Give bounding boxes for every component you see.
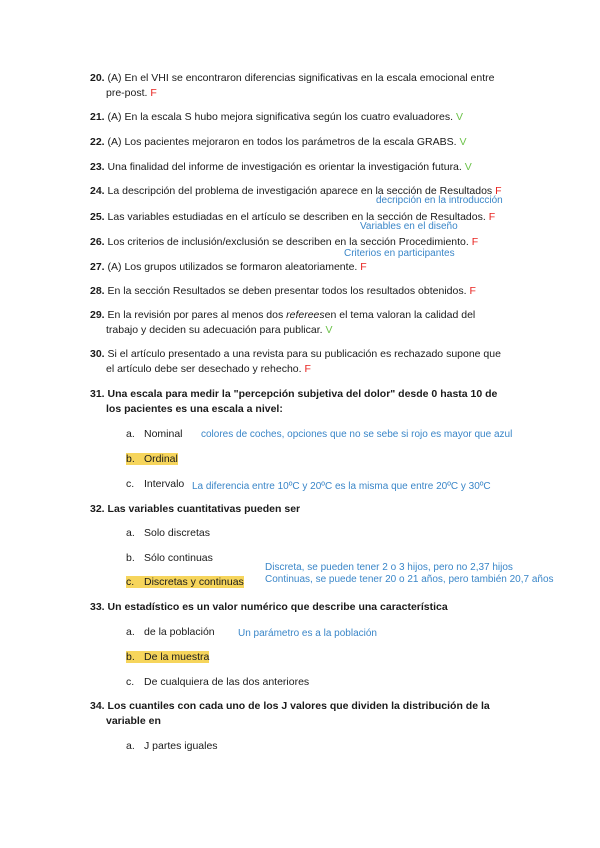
answer-true: V [455, 111, 463, 123]
statement-emphasis: referees [286, 309, 325, 321]
option-33b [126, 650, 209, 665]
option-text: De cualquiera de las dos anteriores [144, 676, 310, 688]
option-31b [126, 452, 178, 467]
answer-true: V [325, 324, 333, 336]
option-letter: a. [126, 527, 135, 539]
statement-number: 29. [90, 309, 105, 321]
question-number: 33. [90, 601, 105, 613]
statement-29 [90, 308, 530, 338]
statement-20 [90, 71, 530, 101]
statement-23 [90, 160, 530, 175]
option-letter: c. [126, 676, 135, 688]
handwritten-note: Un parámetro es a la población [238, 628, 377, 639]
question-text-cont: variable en [106, 715, 161, 727]
option-text: Intervalo [144, 478, 185, 490]
statement-text: Los criterios de inclusión/exclusión se describen en la sección Procedimiento. [107, 236, 469, 248]
statement-25 [90, 210, 540, 225]
statement-number: 26. [90, 236, 105, 248]
answer-false: F [488, 211, 496, 223]
handwritten-note: colores de coches, opciones que no se sebe si rojo es mayor que azul [201, 429, 513, 440]
question-text: Un estadístico es un valor numérico que describe una característica [107, 601, 448, 613]
question-34 [90, 699, 530, 729]
statement-number: 20. [90, 72, 105, 84]
handwritten-note: decripción en la introducción [376, 195, 503, 206]
answer-false: F [469, 285, 476, 297]
option-text: Solo discretas [144, 527, 210, 539]
option-letter: c. [126, 478, 135, 490]
option-text: Nominal [144, 428, 183, 440]
question-text: Una escala para medir la "percepción subjetiva del dolor" desde 0 hasta 10 de [107, 388, 498, 400]
statement-number: 22. [90, 136, 105, 148]
statement-text: En la sección Resultados se deben presentar todos los resultados obtenidos. [107, 285, 467, 297]
answer-false: F [360, 261, 367, 273]
statement-text: (A) Los grupos utilizados se formaron aleatoriamente. [107, 261, 358, 273]
statement-number: 28. [90, 285, 105, 297]
question-number: 31. [90, 388, 105, 400]
option-letter: b. [126, 453, 135, 465]
answer-false: F [495, 185, 502, 197]
option-32b [126, 551, 213, 566]
statement-text: (A) En el VHI se encontraron diferencias significativas en la escala emocional entre [107, 72, 495, 84]
question-33 [90, 600, 530, 615]
handwritten-note: Continuas, se puede tener 20 o 21 años, pero también 20,7 años [265, 574, 554, 585]
question-number: 32. [90, 503, 105, 515]
statement-number: 24. [90, 185, 105, 197]
option-letter: a. [126, 626, 135, 638]
option-letter: b. [126, 651, 135, 663]
statement-text-cont: trabajo y deciden su adecuación para publicar. [106, 324, 323, 336]
answer-false: F [471, 236, 479, 248]
question-number: 34. [90, 700, 105, 712]
statement-text: (A) En la escala S hubo mejora significativa según los cuatro evaluadores. [107, 111, 454, 123]
statement-text: Si el artículo presentado a una revista para su publicación es rechazado supone que [107, 348, 501, 360]
question-text: Los cuantiles con cada uno de los J valores que dividen la distribución de la [107, 700, 490, 712]
option-32c [126, 575, 244, 590]
option-31c [126, 477, 184, 492]
statement-text: Una finalidad del informe de investigación es orientar la investigación futura. [107, 161, 462, 173]
option-33a [126, 625, 215, 640]
statement-text: en el tema valoran la calidad del [324, 309, 476, 321]
statement-text: (A) Los pacientes mejoraron en todos los parámetros de la escala GRABS. [107, 136, 457, 148]
option-text-highlighted: Ordinal [144, 453, 178, 465]
statement-text: Las variables estudiadas en el artículo se describen en la sección de Resultados. [107, 211, 486, 223]
option-letter: a. [126, 740, 135, 752]
question-text: Las variables cuantitativas pueden ser [107, 503, 301, 515]
option-31a [126, 427, 183, 442]
statement-text: En la revisión por pares al menos dos [107, 309, 287, 321]
option-letter: a. [126, 428, 135, 440]
statement-text-cont: pre-post. [106, 87, 148, 99]
option-33c [126, 675, 309, 690]
handwritten-note: Variables en el diseño [360, 221, 458, 232]
statement-text-cont: el artículo debe ser desechado y rehecho. [106, 363, 302, 375]
answer-true: V [459, 136, 467, 148]
option-32a [126, 526, 210, 541]
statement-number: 25. [90, 211, 105, 223]
question-text-cont: los pacientes es una escala a nivel: [106, 403, 283, 415]
statement-number: 21. [90, 111, 105, 123]
option-text-highlighted: De la muestra [144, 651, 210, 663]
option-text-highlighted: Discretas y continuas [144, 576, 244, 588]
statement-22 [90, 135, 530, 150]
statement-21 [90, 110, 530, 125]
handwritten-note: La diferencia entre 10ºC y 20ºC es la misma que entre 20ºC y 30ºC [192, 481, 491, 492]
question-31 [90, 387, 540, 417]
option-letter: b. [126, 552, 135, 564]
statement-30 [90, 347, 530, 377]
option-letter: c. [126, 576, 135, 588]
statement-26 [90, 235, 530, 250]
option-34a [126, 739, 218, 754]
statement-number: 23. [90, 161, 105, 173]
handwritten-note: Discreta, se pueden tener 2 o 3 hijos, pero no 2,37 hijos [265, 562, 513, 573]
statement-text: La descripción del problema de investigación aparece en la sección de Resultados [107, 185, 493, 197]
answer-false: F [150, 87, 157, 99]
option-text: Sólo continuas [144, 552, 213, 564]
option-text: J partes iguales [144, 740, 218, 752]
answer-true: V [464, 161, 472, 173]
statement-number: 27. [90, 261, 105, 273]
question-32 [90, 502, 530, 517]
statement-27 [90, 260, 530, 275]
answer-false: F [304, 363, 311, 375]
statement-28 [90, 284, 530, 299]
handwritten-note: Criterios en participantes [344, 248, 455, 259]
option-text: de la población [144, 626, 215, 638]
statement-number: 30. [90, 348, 105, 360]
